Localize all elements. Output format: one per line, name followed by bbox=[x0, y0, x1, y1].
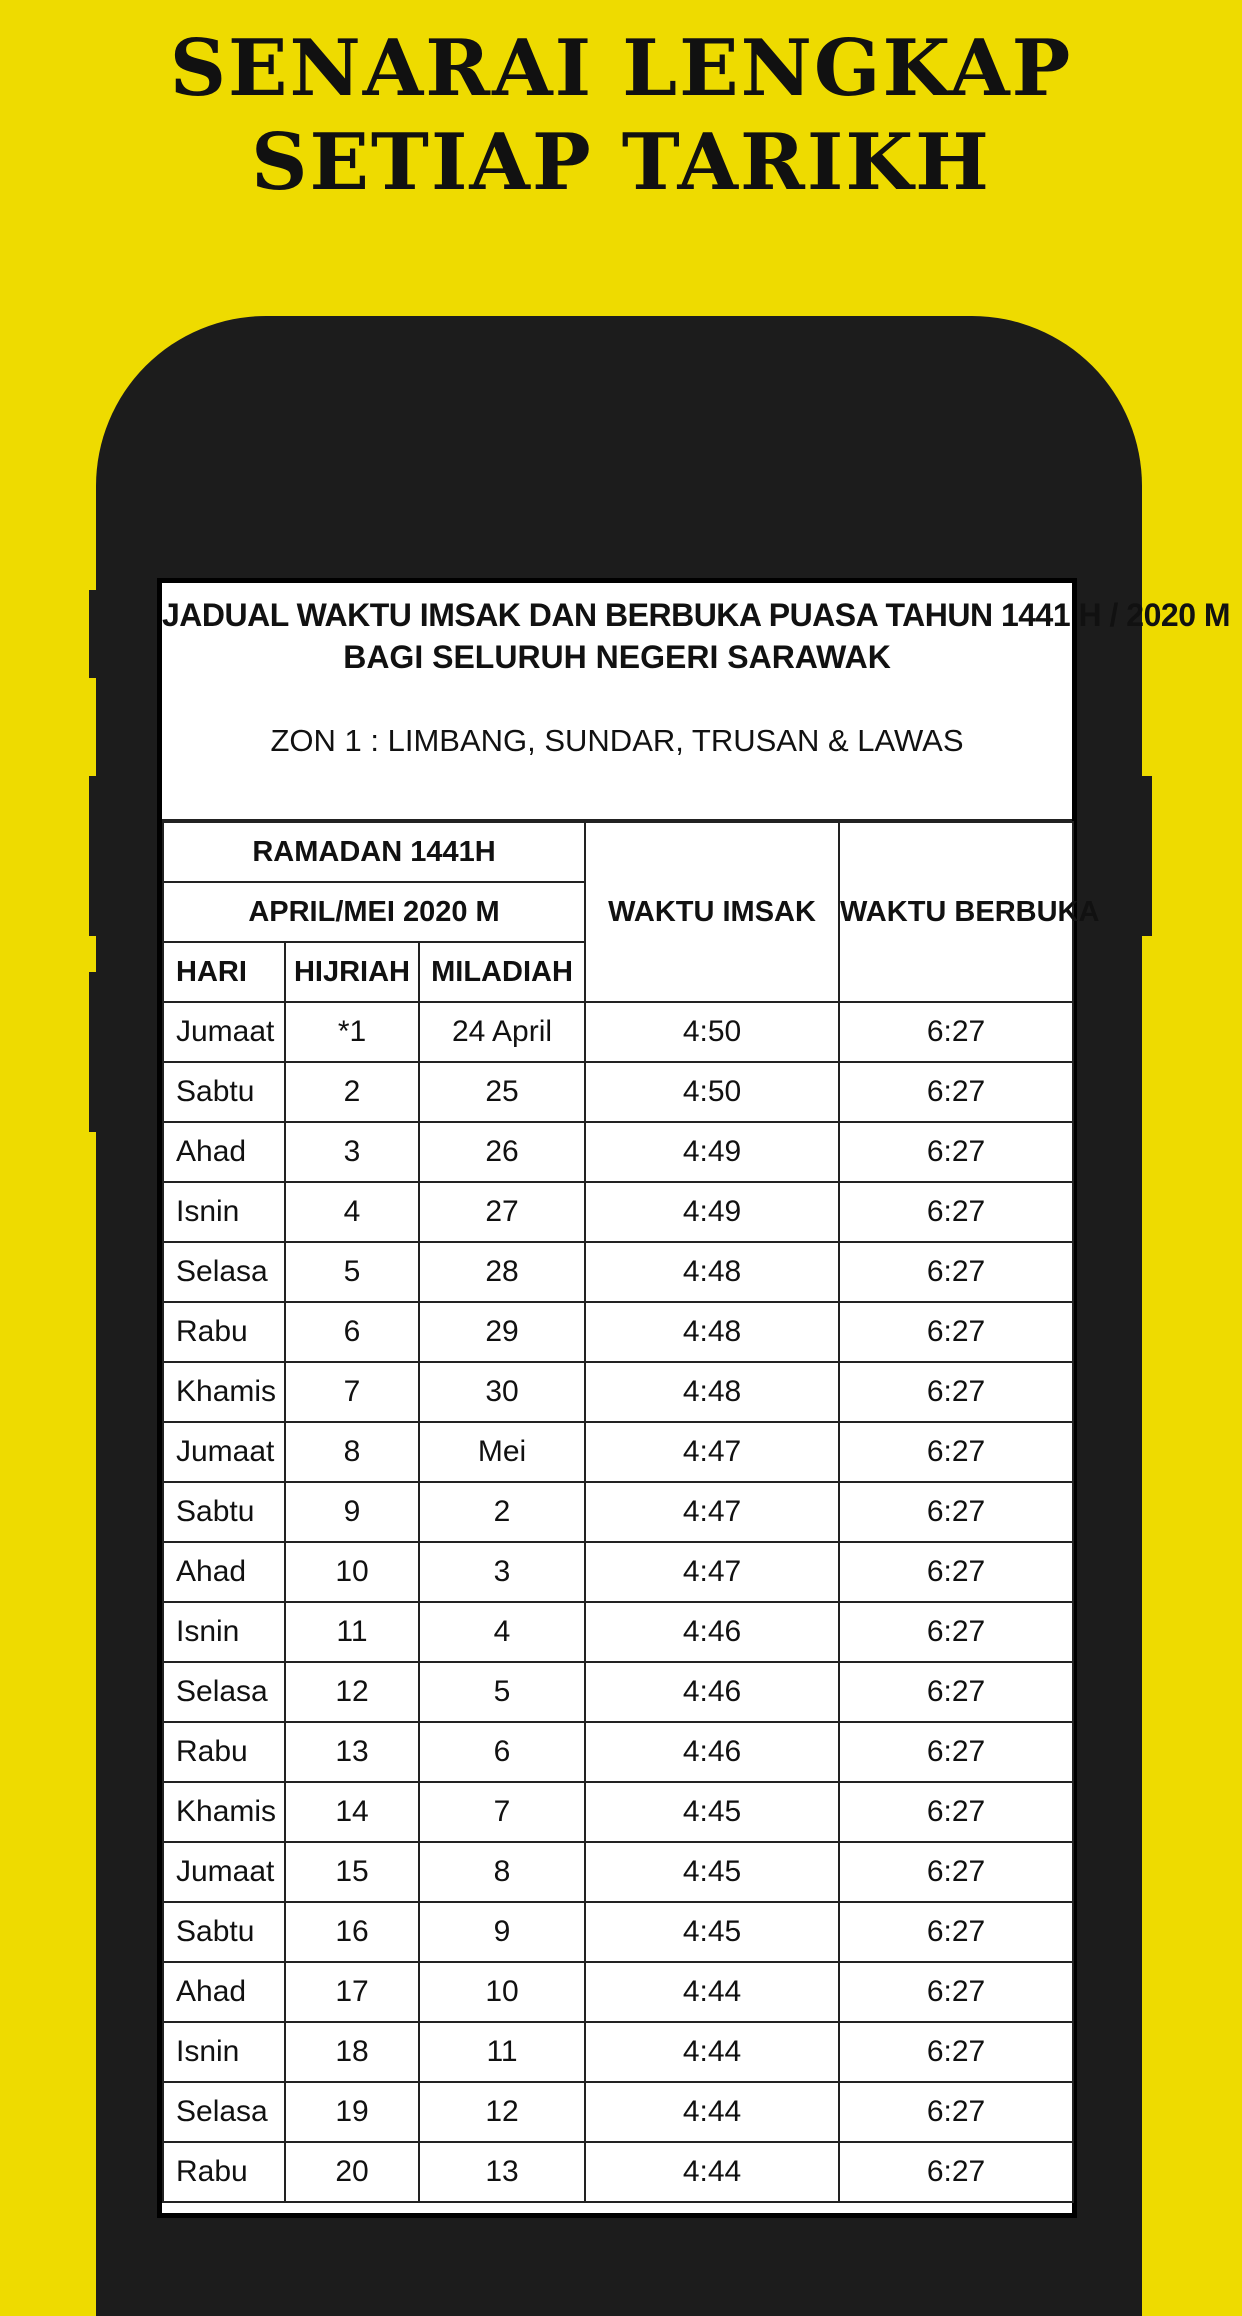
cell-miladiah: 27 bbox=[419, 1182, 585, 1242]
table-row bbox=[163, 2022, 1073, 2082]
cell-imsak: 4:47 bbox=[585, 1422, 839, 1482]
cell-miladiah: 5 bbox=[419, 1662, 585, 1722]
cell-imsak: 4:45 bbox=[585, 1842, 839, 1902]
table-row bbox=[163, 1662, 1073, 1722]
cell-hari: Isnin bbox=[163, 2022, 285, 2082]
cell-hijriah: 13 bbox=[285, 1722, 419, 1782]
cell-hari: Isnin bbox=[163, 1182, 285, 1242]
cell-imsak: 4:49 bbox=[585, 1182, 839, 1242]
cell-hari: Sabtu bbox=[163, 1902, 285, 1962]
cell-hari: Rabu bbox=[163, 1302, 285, 1362]
cell-hari: Jumaat bbox=[163, 1422, 285, 1482]
header-waktu-imsak: WAKTU IMSAK bbox=[585, 822, 839, 1002]
cell-hijriah: 9 bbox=[285, 1482, 419, 1542]
cell-berbuka: 6:27 bbox=[839, 1542, 1073, 1602]
header-april-mei: APRIL/MEI 2020 M bbox=[163, 882, 585, 942]
phone-screen[interactable] bbox=[157, 578, 1231, 2218]
cell-miladiah: 9 bbox=[419, 1902, 585, 1962]
cell-imsak: 4:44 bbox=[585, 1962, 839, 2022]
header-ramadan: RAMADAN 1441H bbox=[163, 822, 585, 882]
promo-headline bbox=[0, 22, 1242, 210]
cell-berbuka: 6:27 bbox=[839, 2142, 1073, 2202]
cell-berbuka: 6:27 bbox=[839, 1722, 1073, 1782]
cell-imsak: 4:46 bbox=[585, 1602, 839, 1662]
cell-hijriah: 3 bbox=[285, 1122, 419, 1182]
table-row bbox=[163, 1542, 1073, 1602]
cell-imsak: 4:49 bbox=[585, 1122, 839, 1182]
table-row bbox=[163, 1782, 1073, 1842]
table-row bbox=[163, 1962, 1073, 2022]
cell-miladiah: Mei bbox=[419, 1422, 585, 1482]
cell-hari: Ahad bbox=[163, 1122, 285, 1182]
table-row bbox=[163, 1122, 1073, 1182]
table-row bbox=[163, 1722, 1073, 1782]
cell-hijriah: 17 bbox=[285, 1962, 419, 2022]
cell-miladiah: 3 bbox=[419, 1542, 585, 1602]
cell-hijriah: 6 bbox=[285, 1302, 419, 1362]
schedule-title-line-1: JADUAL WAKTU IMSAK DAN BERBUKA PUASA TAHUN 1441 H / 2020 M bbox=[162, 597, 1231, 633]
cell-imsak: 4:47 bbox=[585, 1542, 839, 1602]
cell-imsak: 4:45 bbox=[585, 1902, 839, 1962]
cell-hari: Ahad bbox=[163, 1542, 285, 1602]
cell-hari: Selasa bbox=[163, 1662, 285, 1722]
cell-miladiah: 12 bbox=[419, 2082, 585, 2142]
headline-line-1: SENARAI LENGKAP bbox=[169, 23, 1073, 114]
cell-miladiah: 10 bbox=[419, 1962, 585, 2022]
table-row bbox=[163, 1302, 1073, 1362]
cell-hari: Selasa bbox=[163, 1242, 285, 1302]
cell-berbuka: 6:27 bbox=[839, 1302, 1073, 1362]
cell-imsak: 4:48 bbox=[585, 1242, 839, 1302]
table-row bbox=[163, 2082, 1073, 2142]
cell-hari: Rabu bbox=[163, 1722, 285, 1782]
cell-berbuka: 6:27 bbox=[839, 1482, 1073, 1542]
cell-hari: Jumaat bbox=[163, 1002, 285, 1062]
cell-miladiah: 25 bbox=[419, 1062, 585, 1122]
table-row bbox=[163, 1422, 1073, 1482]
cell-berbuka: 6:27 bbox=[839, 1782, 1073, 1842]
cell-miladiah: 4 bbox=[419, 1602, 585, 1662]
cell-hijriah: 14 bbox=[285, 1782, 419, 1842]
cell-berbuka: 6:27 bbox=[839, 1422, 1073, 1482]
cell-hijriah: 19 bbox=[285, 2082, 419, 2142]
cell-miladiah: 7 bbox=[419, 1782, 585, 1842]
cell-imsak: 4:44 bbox=[585, 2142, 839, 2202]
cell-hari: Ahad bbox=[163, 1962, 285, 2022]
schedule-rows bbox=[163, 1002, 1073, 2202]
table-row bbox=[163, 1362, 1073, 1422]
table-row bbox=[163, 2142, 1073, 2202]
cell-berbuka: 6:27 bbox=[839, 1182, 1073, 1242]
cell-hijriah: 12 bbox=[285, 1662, 419, 1722]
cell-imsak: 4:47 bbox=[585, 1482, 839, 1542]
cell-hijriah: *1 bbox=[285, 1002, 419, 1062]
cell-hijriah: 18 bbox=[285, 2022, 419, 2082]
table-row bbox=[163, 1182, 1073, 1242]
cell-hari: Sabtu bbox=[163, 1482, 285, 1542]
cell-berbuka: 6:27 bbox=[839, 1962, 1073, 2022]
cell-hijriah: 8 bbox=[285, 1422, 419, 1482]
cell-miladiah: 26 bbox=[419, 1122, 585, 1182]
cell-hijriah: 15 bbox=[285, 1842, 419, 1902]
header-hijriah: HIJRIAH bbox=[285, 942, 419, 1002]
cell-hari: Isnin bbox=[163, 1602, 285, 1662]
table-row bbox=[163, 1062, 1073, 1122]
header-waktu-berbuka: WAKTU BERBUKA bbox=[839, 822, 1073, 1002]
cell-berbuka: 6:27 bbox=[839, 1122, 1073, 1182]
cell-hijriah: 11 bbox=[285, 1602, 419, 1662]
cell-hijriah: 7 bbox=[285, 1362, 419, 1422]
table-row bbox=[163, 1842, 1073, 1902]
table-row bbox=[163, 1002, 1073, 1062]
cell-miladiah: 8 bbox=[419, 1842, 585, 1902]
cell-hijriah: 10 bbox=[285, 1542, 419, 1602]
cell-imsak: 4:48 bbox=[585, 1362, 839, 1422]
cell-berbuka: 6:27 bbox=[839, 1842, 1073, 1902]
table-row bbox=[163, 1902, 1073, 1962]
cell-miladiah: 24 April bbox=[419, 1002, 585, 1062]
cell-imsak: 4:50 bbox=[585, 1002, 839, 1062]
cell-berbuka: 6:27 bbox=[839, 1242, 1073, 1302]
cell-miladiah: 28 bbox=[419, 1242, 585, 1302]
cell-berbuka: 6:27 bbox=[839, 1362, 1073, 1422]
cell-imsak: 4:44 bbox=[585, 2082, 839, 2142]
cell-hari: Jumaat bbox=[163, 1842, 285, 1902]
header-hari: HARI bbox=[163, 942, 285, 1002]
cell-imsak: 4:48 bbox=[585, 1302, 839, 1362]
table-row bbox=[163, 1242, 1073, 1302]
cell-imsak: 4:46 bbox=[585, 1662, 839, 1722]
zone-label: ZON 1 : LIMBANG, SUNDAR, TRUSAN & LAWAS bbox=[270, 723, 964, 758]
cell-hijriah: 4 bbox=[285, 1182, 419, 1242]
cell-hari: Khamis bbox=[163, 1782, 285, 1842]
cell-berbuka: 6:27 bbox=[839, 1662, 1073, 1722]
header-miladiah: MILADIAH bbox=[419, 942, 585, 1002]
cell-imsak: 4:44 bbox=[585, 2022, 839, 2082]
cell-hari: Rabu bbox=[163, 2142, 285, 2202]
cell-berbuka: 6:27 bbox=[839, 1902, 1073, 1962]
cell-hijriah: 2 bbox=[285, 1062, 419, 1122]
cell-hijriah: 16 bbox=[285, 1902, 419, 1962]
cell-miladiah: 2 bbox=[419, 1482, 585, 1542]
cell-miladiah: 11 bbox=[419, 2022, 585, 2082]
cell-imsak: 4:46 bbox=[585, 1722, 839, 1782]
cell-miladiah: 6 bbox=[419, 1722, 585, 1782]
cell-berbuka: 6:27 bbox=[839, 2082, 1073, 2142]
cell-hijriah: 20 bbox=[285, 2142, 419, 2202]
cell-hari: Sabtu bbox=[163, 1062, 285, 1122]
cell-miladiah: 13 bbox=[419, 2142, 585, 2202]
cell-berbuka: 6:27 bbox=[839, 2022, 1073, 2082]
table-row bbox=[163, 1602, 1073, 1662]
cell-miladiah: 30 bbox=[419, 1362, 585, 1422]
schedule-table bbox=[162, 821, 1100, 2203]
table-row bbox=[163, 1482, 1073, 1542]
headline-line-2: SETIAP TARIKH bbox=[251, 117, 991, 208]
cell-hari: Khamis bbox=[163, 1362, 285, 1422]
schedule-header bbox=[162, 583, 1231, 821]
cell-berbuka: 6:27 bbox=[839, 1602, 1073, 1662]
cell-imsak: 4:45 bbox=[585, 1782, 839, 1842]
cell-imsak: 4:50 bbox=[585, 1062, 839, 1122]
schedule-title-line-2: BAGI SELURUH NEGERI SARAWAK bbox=[343, 639, 891, 675]
cell-hijriah: 5 bbox=[285, 1242, 419, 1302]
cell-miladiah: 29 bbox=[419, 1302, 585, 1362]
cell-berbuka: 6:27 bbox=[839, 1002, 1073, 1062]
cell-berbuka: 6:27 bbox=[839, 1062, 1073, 1122]
cell-hari: Selasa bbox=[163, 2082, 285, 2142]
